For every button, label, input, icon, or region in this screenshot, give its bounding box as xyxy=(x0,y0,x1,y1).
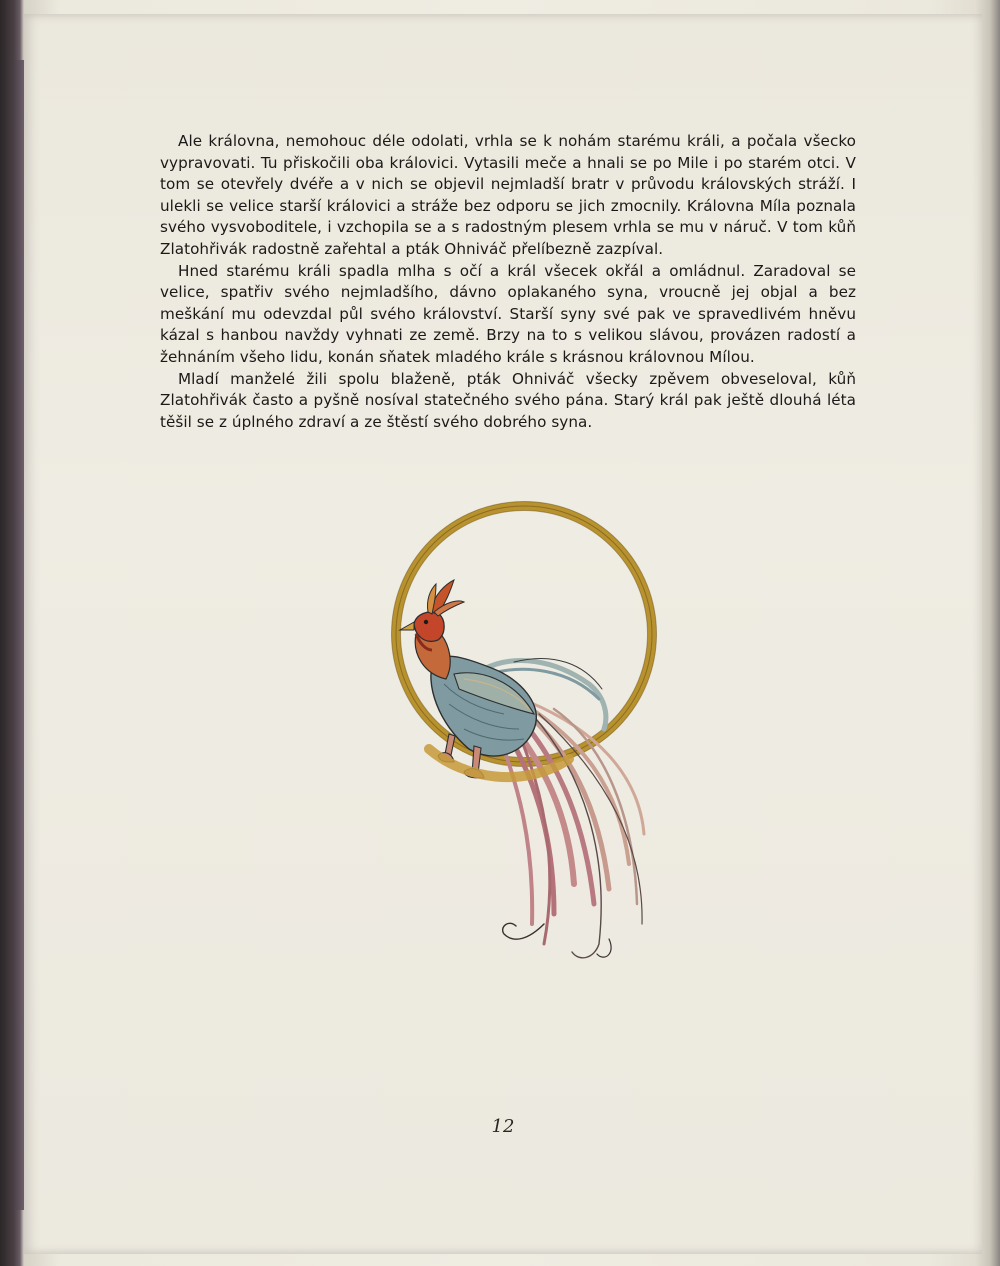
firebird-illustration xyxy=(354,484,674,974)
bird-eye xyxy=(424,620,428,624)
page-number: 12 xyxy=(491,1116,515,1137)
bird-beak xyxy=(400,622,414,630)
paragraph-1: Ale královna, nemohouc déle odolati, vrhla se k nohám starému králi, a počala všecko vypravovati. Tu přiskočili oba královici. Vytasili meče a hnali se po Mile i po starém otci. V tom se otevřely dvéře a v nich se objevil nejmladší bratr v průvodu královských stráží. I ulekli se velice starší královici a stráže bez odporu se jich zmocnily. Královna Míla poznala svého vysvoboditele, i vzchopila se a s radostným plesem vrhla se mu v náruč. V tom kůň Zlatohřivák radostně zařehtal a pták Ohniváč přelíbezně zazpíval. xyxy=(160,132,856,258)
book-spine xyxy=(14,60,24,1210)
paragraph-3: Mladí manželé žili spolu blaženě, pták Ohniváč všecky zpěvem obveseloval, kůň Zlatohřivák často a pyšně nosíval statečného svého pána. Starý král pak ještě dlouhá léta těšil se z úplného zdraví a ze štěstí svého dobrého syna. xyxy=(160,369,856,431)
bird-crest xyxy=(427,580,464,616)
story-text xyxy=(160,131,856,433)
book-page xyxy=(24,14,982,1254)
paragraph-2: Hned starému králi spadla mlha s očí a král všecek okřál a omládnul. Zaradoval se velice, spatřiv svého nejmladšího, dávno oplakaného syna, vroucně jej objal a bez meškání mu odevzdal půl svého království. Starší syny své pak ve spravedlivém hněvu kázal s hanbou navždy vyhnati ze země. Brzy na to s velikou slávou, provázen radostí a žehnáním všeho lidu, konán sňatek mladého krále s krásnou královnou Mílou. xyxy=(160,261,856,366)
